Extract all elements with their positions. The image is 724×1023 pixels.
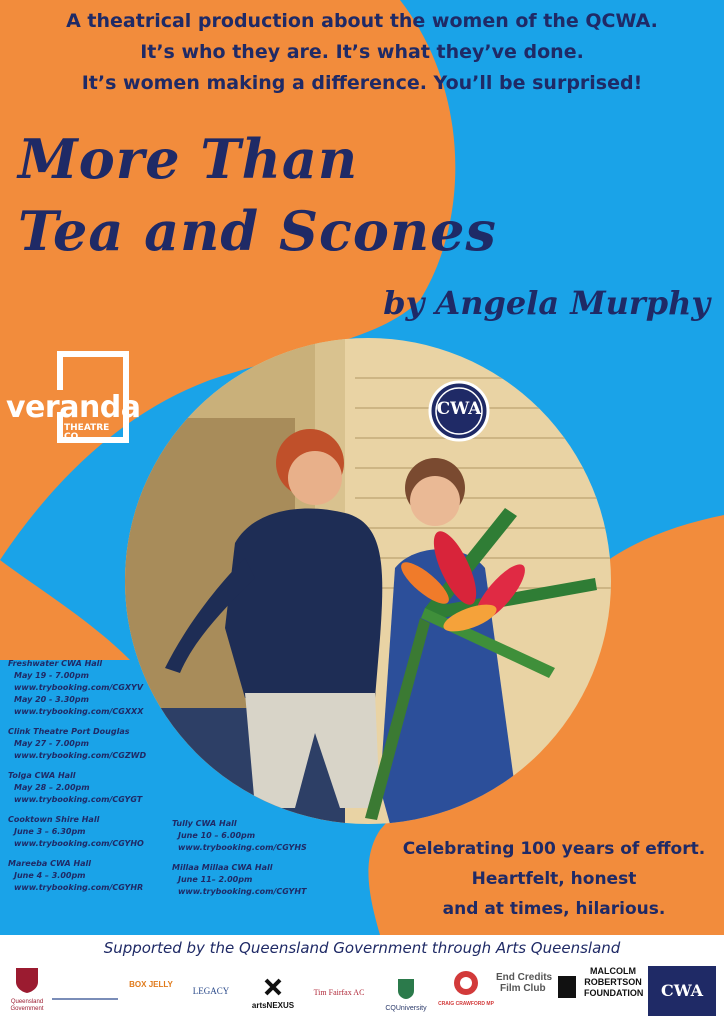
performance-time: June 11– 2.00pm (178, 875, 253, 884)
craig-crawford-label: CRAIG CRAWFORD MP (438, 1001, 494, 1007)
performance-time: May 20 - 3.30pm (14, 695, 89, 704)
venue-name: Tully CWA Hall (172, 819, 237, 828)
legacy-logo: LEGACY (192, 986, 230, 996)
author-byline: by Angela Murphy (383, 284, 710, 322)
performance-time: May 28 – 2.00pm (14, 783, 90, 792)
artsnexus-label: artsNEXUS (251, 1001, 295, 1010)
qld-label-2: Government (10, 1006, 44, 1012)
booking-link[interactable]: www.trybooking.com/CGYHR (14, 883, 144, 892)
boxjelly-logo: BOX JELLY (129, 980, 173, 989)
venue-block (8, 658, 146, 718)
cast-photo (125, 338, 611, 824)
celebrate-text (384, 834, 724, 924)
tim-fairfax-logo: Tim Fairfax AC (313, 988, 365, 997)
booking-link[interactable]: www.trybooking.com/CGYHS (178, 843, 307, 852)
sponsor-script-logo (52, 984, 118, 1000)
title-line-1: More Than (18, 127, 359, 191)
celebrate-line-3: and at times, hilarious. (442, 899, 666, 919)
veranda-wordmark: veranda (6, 390, 141, 425)
end-credits-label-2: Film Club (500, 983, 546, 994)
venue-block (172, 862, 307, 898)
queensland-government-logo (6, 964, 48, 1013)
tagline-line-1: A theatrical production about the women of the QCWA. (66, 10, 658, 32)
cwa-badge-text: CWA (436, 399, 482, 419)
venue-name: Millaa Millaa CWA Hall (172, 863, 273, 872)
venue-block (8, 770, 146, 806)
cwa-footer-label: CWA (660, 981, 704, 1000)
cast-photo-illustration (125, 338, 611, 824)
queensland-crest-icon (12, 964, 42, 994)
cwa-footer-logo (648, 966, 716, 1016)
support-line: Supported by the Queensland Government through Arts Queensland (103, 939, 621, 957)
cqu-shield-icon (397, 978, 415, 1000)
mrf-label-2: ROBERTSON (584, 977, 642, 987)
schedule-left (8, 658, 146, 894)
malcolm-robertson-foundation-logo (584, 966, 642, 999)
celebrate-line-2: Heartfelt, honest (471, 869, 637, 889)
veranda-subtitle (64, 424, 109, 442)
venue-name: Tolga CWA Hall (8, 771, 76, 780)
qld-label-1: Queensland (10, 999, 44, 1005)
booking-link[interactable]: www.trybooking.com/CGXYV (14, 683, 144, 692)
booking-link[interactable]: www.trybooking.com/CGXXX (14, 707, 144, 716)
performance-time: June 3 – 6.30pm (14, 827, 86, 836)
booking-link[interactable]: www.trybooking.com/CGZWD (14, 751, 147, 760)
tagline-line-2: It’s who they are. It’s what they’ve done. (140, 41, 584, 63)
performance-time: June 4 – 3.00pm (14, 871, 86, 880)
venue-name: Cooktown Shire Hall (8, 815, 100, 824)
end-credits-label-1: End Credits (496, 972, 553, 983)
venue-name: Clink Theatre Port Douglas (8, 727, 130, 736)
tagline-line-3: It’s women making a difference. You’ll be surprised! (81, 72, 643, 94)
veranda-sub-1: THEATRE (64, 423, 110, 433)
performance-time: May 19 - 7.00pm (14, 671, 89, 680)
title-line-2: Tea and Scones (18, 199, 497, 263)
cqu-logo (378, 978, 434, 1012)
performance-time: May 27 - 7.00pm (14, 739, 89, 748)
venue-name: Freshwater CWA Hall (8, 659, 103, 668)
craig-crawford-emblem-icon (453, 970, 479, 996)
veranda-sub-2: CO (64, 432, 79, 442)
cqu-label: CQUniversity (385, 1005, 427, 1012)
craig-crawford-logo (438, 970, 494, 1007)
venue-name: Mareeba CWA Hall (8, 859, 92, 868)
booking-link[interactable]: www.trybooking.com/CGYHO (14, 839, 144, 848)
schedule-right (172, 818, 307, 898)
tagline (0, 6, 724, 99)
film-reel-icon (558, 976, 576, 998)
artsnexus-x-icon (264, 978, 282, 996)
booking-link[interactable]: www.trybooking.com/CGYGT (14, 795, 143, 804)
mrf-label-3: FOUNDATION (584, 988, 644, 998)
performance-time: June 10 – 6.00pm (178, 831, 256, 840)
end-credits-logo (496, 972, 582, 994)
venue-block (8, 814, 146, 850)
venue-block (172, 818, 307, 854)
artsnexus-logo (246, 978, 300, 1010)
mrf-label-1: MALCOLM (590, 966, 636, 976)
celebrate-line-1: Celebrating 100 years of effort. (402, 839, 706, 859)
venue-block (8, 726, 146, 762)
sponsor-strip (0, 964, 724, 1020)
booking-link[interactable]: www.trybooking.com/CGYHT (178, 887, 307, 896)
venue-block (8, 858, 146, 894)
